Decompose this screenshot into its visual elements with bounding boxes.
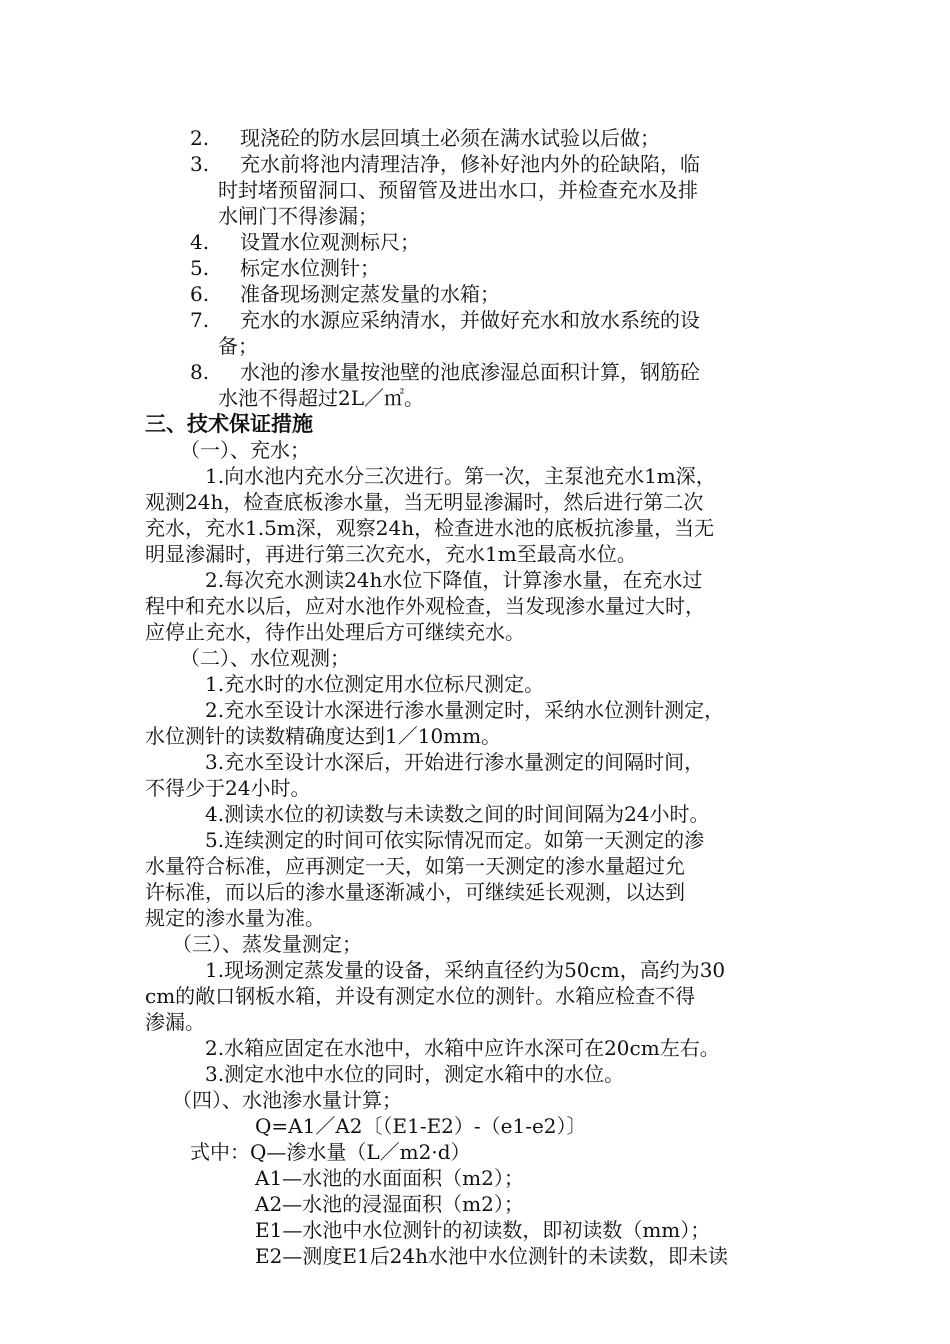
sub2-p5-line-3: 许标准，而以后的渗水量逐渐减小，可继续延长观测，以达到 (145, 880, 685, 904)
sub1-p1-line-4: 明显渗漏时，再进行第三次充水，充水1m至最高水位。 (145, 542, 637, 566)
sub1-p1-line-1: 1.向水池内充水分三次进行。第一次，主泵池充水1m深， (205, 464, 716, 488)
formula-def-a2: A2—水池的浸湿面积（m2）； (255, 1192, 524, 1216)
formula-def-e2: E2—测度E1后24h水池中水位测针的未读数，即未读 (255, 1244, 728, 1268)
list-item-3: 3. 充水前将池内清理洁净，修补好池内外的砼缺陷，临 (190, 152, 700, 176)
sub3-p2-line-1: 2.水箱应固定在水池中，水箱中应许水深可在20cm左右。 (205, 1036, 720, 1060)
list-item-8-line-2: 水池不得超过2L／㎡。 (218, 386, 425, 410)
formula-def-a1: A1—水池的水面面积（m2）； (255, 1166, 524, 1190)
sub2-p5-line-2: 水量符合标准，应再测定一天，如第一天测定的渗水量超过允 (145, 854, 685, 878)
formula: Q=A1／A2〔（E1-E2）-（e1-e2）〕 (255, 1114, 587, 1138)
list-item-8: 8. 水池的渗水量按池壁的池底渗湿总面积计算，钢筋砼 (190, 360, 700, 384)
subsection-title-2: （二）、水位观测； (180, 646, 350, 670)
list-item-7-line-2: 备； (218, 334, 258, 358)
sub1-p1-line-2: 观测24h，检查底板渗水量，当无明显渗漏时，然后进行第二次 (145, 490, 704, 514)
section-heading: 三、技术保证措施 (145, 412, 313, 436)
sub2-p2-line-1: 2.充水至设计水深进行渗水量测定时，采纳水位测针测定， (205, 698, 725, 722)
sub1-p1-line-3: 充水，充水1.5m深，观察24h，检查进水池的底板抗渗量，当无 (145, 516, 715, 540)
sub3-p1-line-3: 渗漏。 (145, 1010, 205, 1034)
sub1-p2-line-2: 程中和充水以后，应对水池作外观检查，当发现渗水量过大时， (145, 594, 705, 618)
list-item-7: 7. 充水的水源应采纳清水，并做好充水和放水系统的设 (190, 308, 700, 332)
sub2-p4-line-1: 4.测读水位的初读数与未读数之间的时间间隔为24小时。 (205, 802, 710, 826)
list-item-3-line-2: 时封堵预留洞口、预留管及进出水口，并检查充水及排 (218, 178, 698, 202)
subsection-title-3: （三）、蒸发量测定； (172, 932, 362, 956)
sub2-p5-line-1: 5.连续测定的时间可依实际情况而定。如第一天测定的渗 (205, 828, 705, 852)
sub3-p1-line-1: 1.现场测定蒸发量的设备，采纳直径约为50cm，高约为30 (205, 958, 726, 982)
subsection-title-1: （一）、充水； (180, 438, 310, 462)
sub2-p3-line-1: 3.充水至设计水深后，开始进行渗水量测定的间隔时间， (205, 750, 705, 774)
sub2-p1-line-1: 1.充水时的水位测定用水位标尺测定。 (205, 672, 545, 696)
sub3-p1-line-2: cm的敞口钢板水箱，并设有测定水位的测针。水箱应检查不得 (145, 984, 696, 1008)
sub1-p2-line-3: 应停止充水，待作出处理后方可继续充水。 (145, 620, 525, 644)
list-item-3-line-3: 水闸门不得渗漏； (218, 204, 378, 228)
list-item-4: 4. 设置水位观测标尺； (190, 230, 420, 254)
sub2-p2-line-2: 水位测针的读数精确度达到1／10mm。 (145, 724, 502, 748)
sub1-p2-line-1: 2.每次充水测读24h水位下降值，计算渗水量，在充水过 (205, 568, 703, 592)
list-item-5: 5. 标定水位测针； (190, 256, 380, 280)
list-item-6: 6. 准备现场测定蒸发量的水箱； (190, 282, 500, 306)
sub2-p5-line-4: 规定的渗水量为准。 (145, 906, 325, 930)
subsection-title-4: （四）、水池渗水量计算； (172, 1088, 402, 1112)
list-item-2: 2. 现浇砼的防水层回填土必须在满水试验以后做； (190, 126, 660, 150)
formula-def-e1: E1—水池中水位测针的初读数，即初读数（mm）； (255, 1218, 711, 1242)
sub2-p3-line-2: 不得少于24小时。 (145, 776, 311, 800)
formula-where: 式中：Q—渗水量（L／m2·d） (190, 1140, 471, 1164)
sub3-p3-line-1: 3.测定水池中水位的同时，测定水箱中的水位。 (205, 1062, 625, 1086)
